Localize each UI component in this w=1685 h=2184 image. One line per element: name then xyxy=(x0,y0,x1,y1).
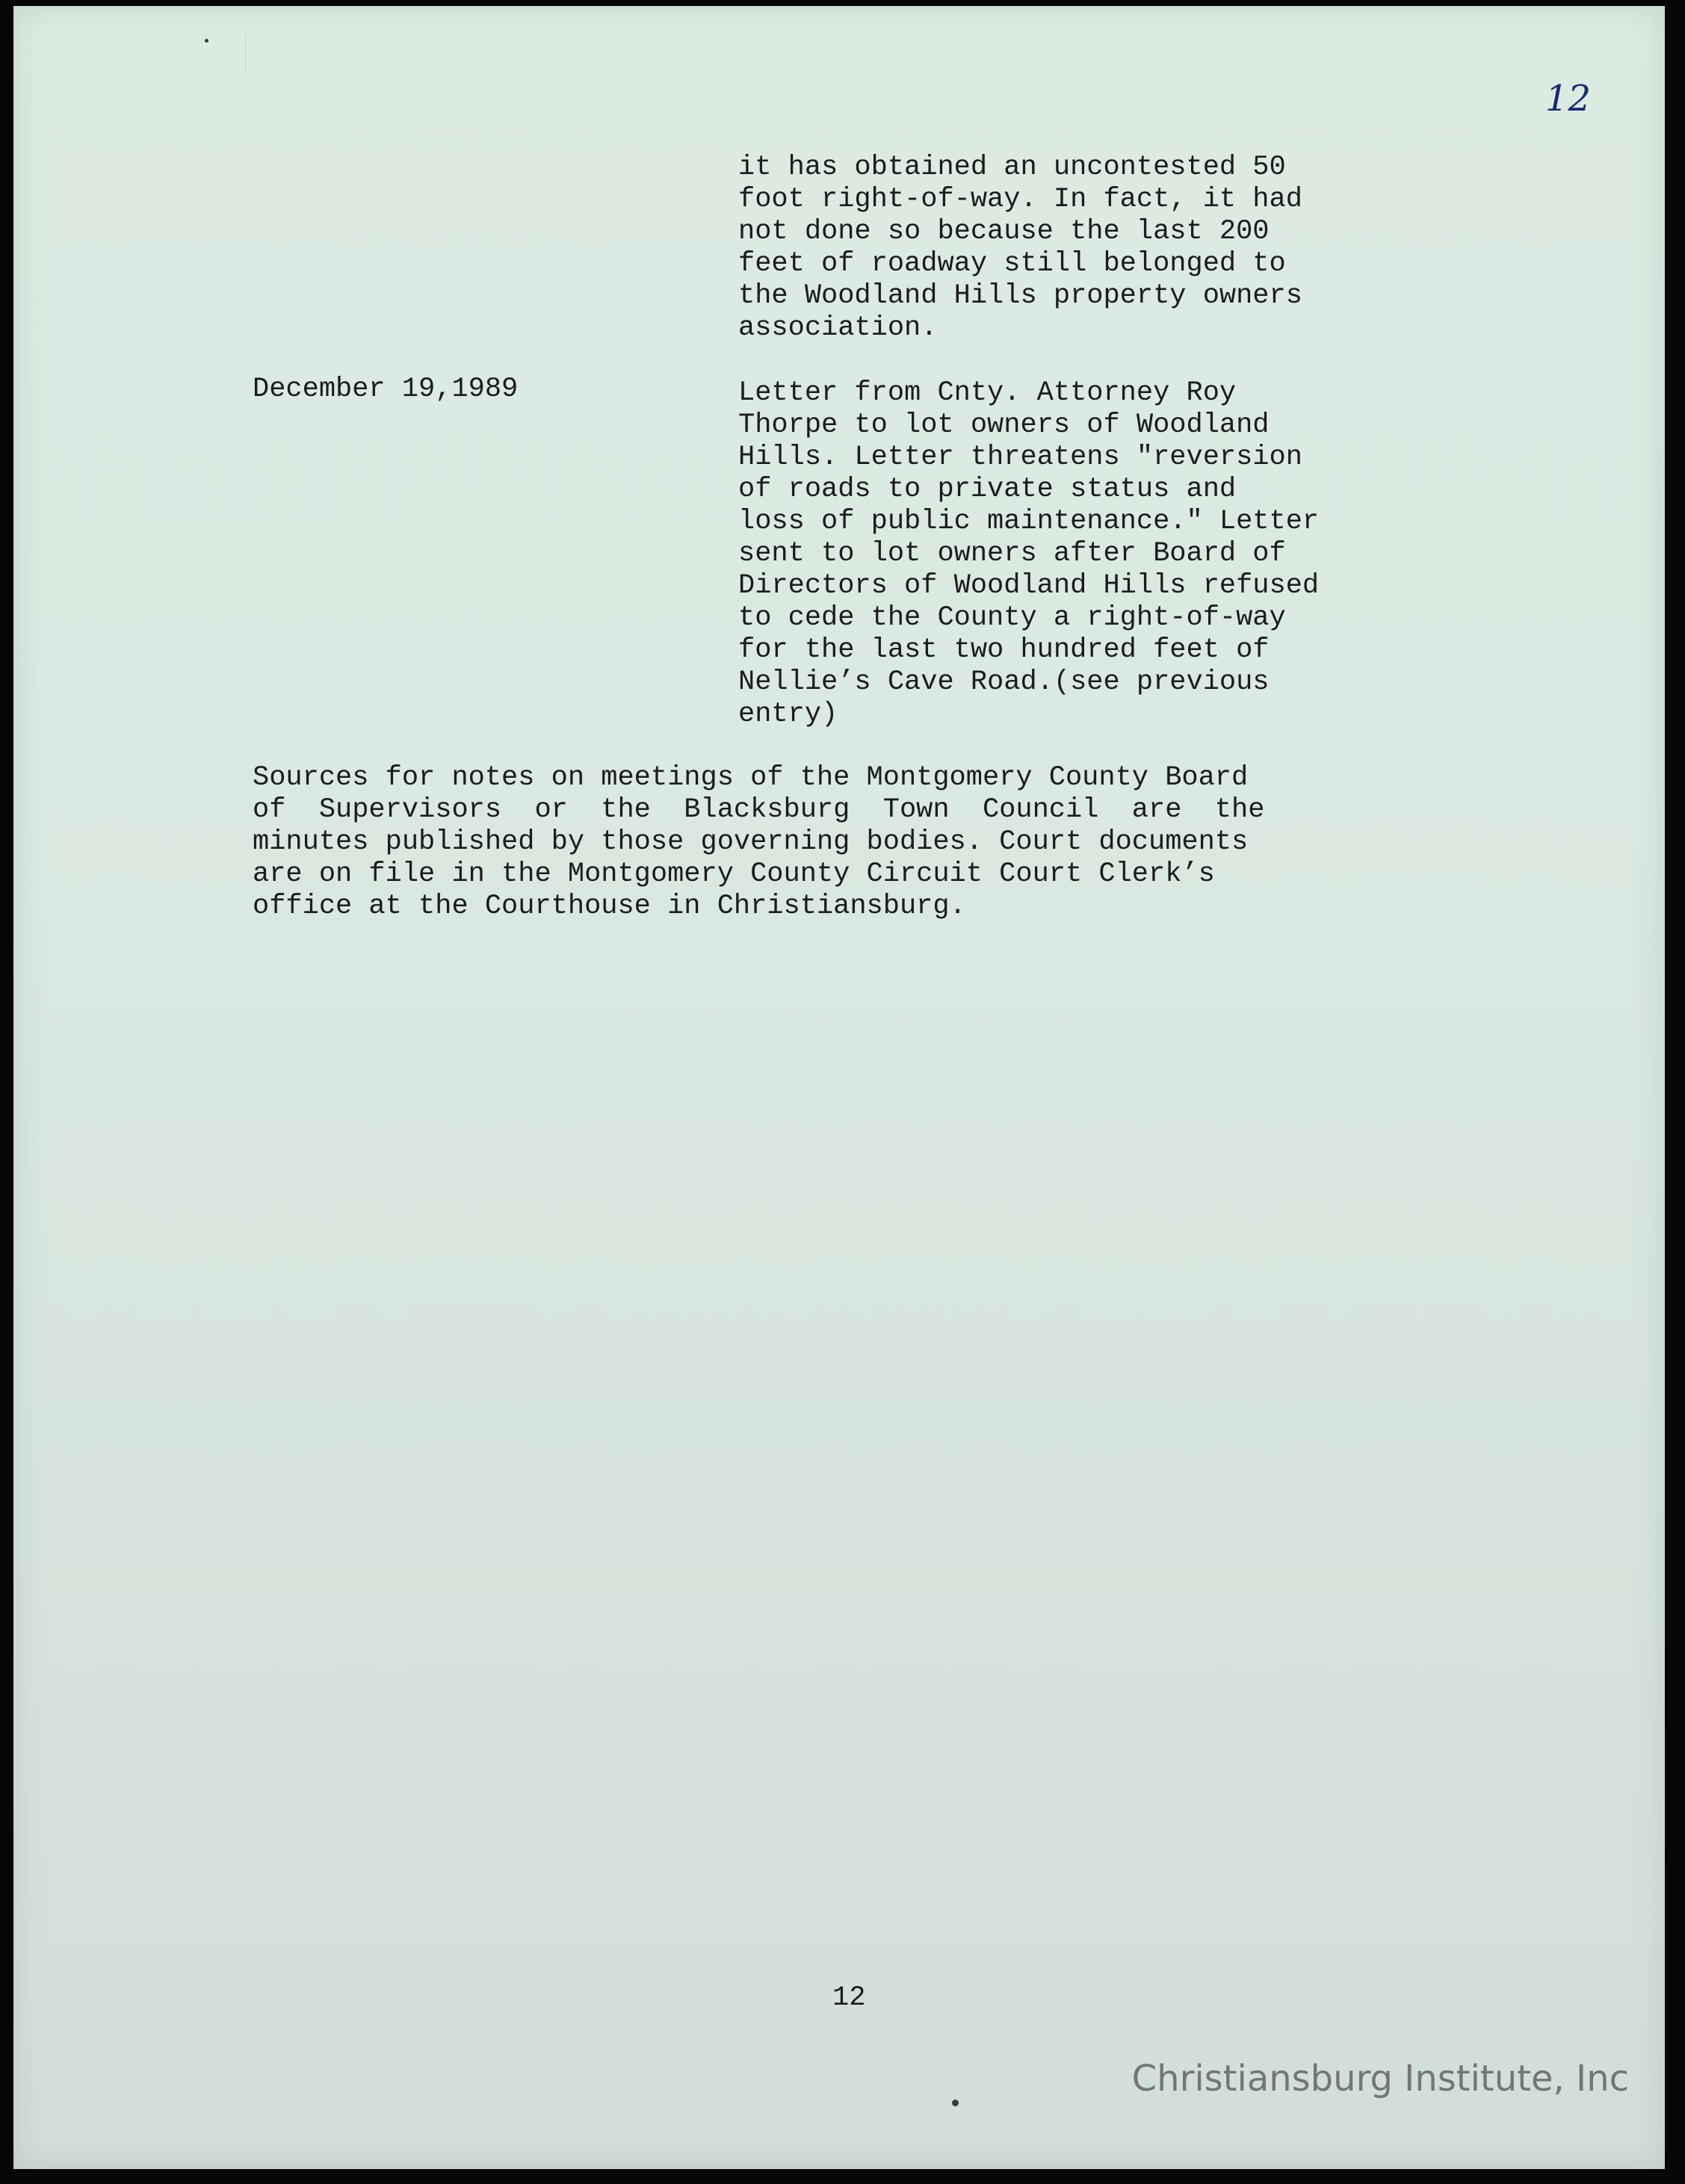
entry-line: sent to lot owners after Board of xyxy=(738,538,1286,569)
continuation-line: feet of roadway still belonged to xyxy=(738,248,1286,279)
entry-line: Hills. Letter threatens "reversion xyxy=(738,442,1302,473)
sources-line: minutes published by those governing bodies. Court documents xyxy=(253,826,1249,858)
entry-line: for the last two hundred feet of xyxy=(738,634,1270,666)
entry-line: loss of public maintenance." Letter xyxy=(738,506,1320,537)
sources-line: are on file in the Montgomery County Circuit Court Clerk’s xyxy=(253,859,1215,890)
entry-date: December 19,1989 xyxy=(253,374,519,405)
paper-crease xyxy=(245,36,246,73)
entry-line: Directors of Woodland Hills refused xyxy=(738,570,1320,601)
continuation-block xyxy=(738,152,1302,344)
entry-line: of roads to private status and xyxy=(738,474,1237,505)
typed-page-number: 12 xyxy=(832,1982,866,2014)
watermark: Christiansburg Institute, Inc xyxy=(1131,2058,1629,2100)
entry-line: Letter from Cnty. Attorney Roy xyxy=(738,377,1237,409)
entry-line: Nellie’s Cave Road.(see previous xyxy=(738,666,1270,698)
continuation-line: not done so because the last 200 xyxy=(738,216,1270,247)
paper-page xyxy=(13,6,1665,2169)
continuation-line: association. xyxy=(738,312,938,344)
entry-line: entry) xyxy=(738,699,838,730)
sources-line: of Supervisors or the Blacksburg Town Council are the xyxy=(253,794,1265,826)
entry-line: Thorpe to lot owners of Woodland xyxy=(738,409,1270,441)
continuation-line: the Woodland Hills property owners xyxy=(738,280,1302,312)
paper-speck xyxy=(205,39,208,43)
paper-speck xyxy=(952,2100,959,2106)
entry-line: to cede the County a right-of-way xyxy=(738,602,1286,634)
continuation-line: foot right-of-way. In fact, it had xyxy=(738,184,1302,215)
handwritten-page-number: 12 xyxy=(1545,78,1592,120)
continuation-line: it has obtained an uncontested 50 xyxy=(738,152,1286,183)
sources-paragraph xyxy=(253,762,1448,923)
sources-line: office at the Courthouse in Christiansburg. xyxy=(253,891,966,922)
sources-line: Sources for notes on meetings of the Montgomery County Board xyxy=(253,762,1249,794)
entry-description xyxy=(738,377,1319,731)
